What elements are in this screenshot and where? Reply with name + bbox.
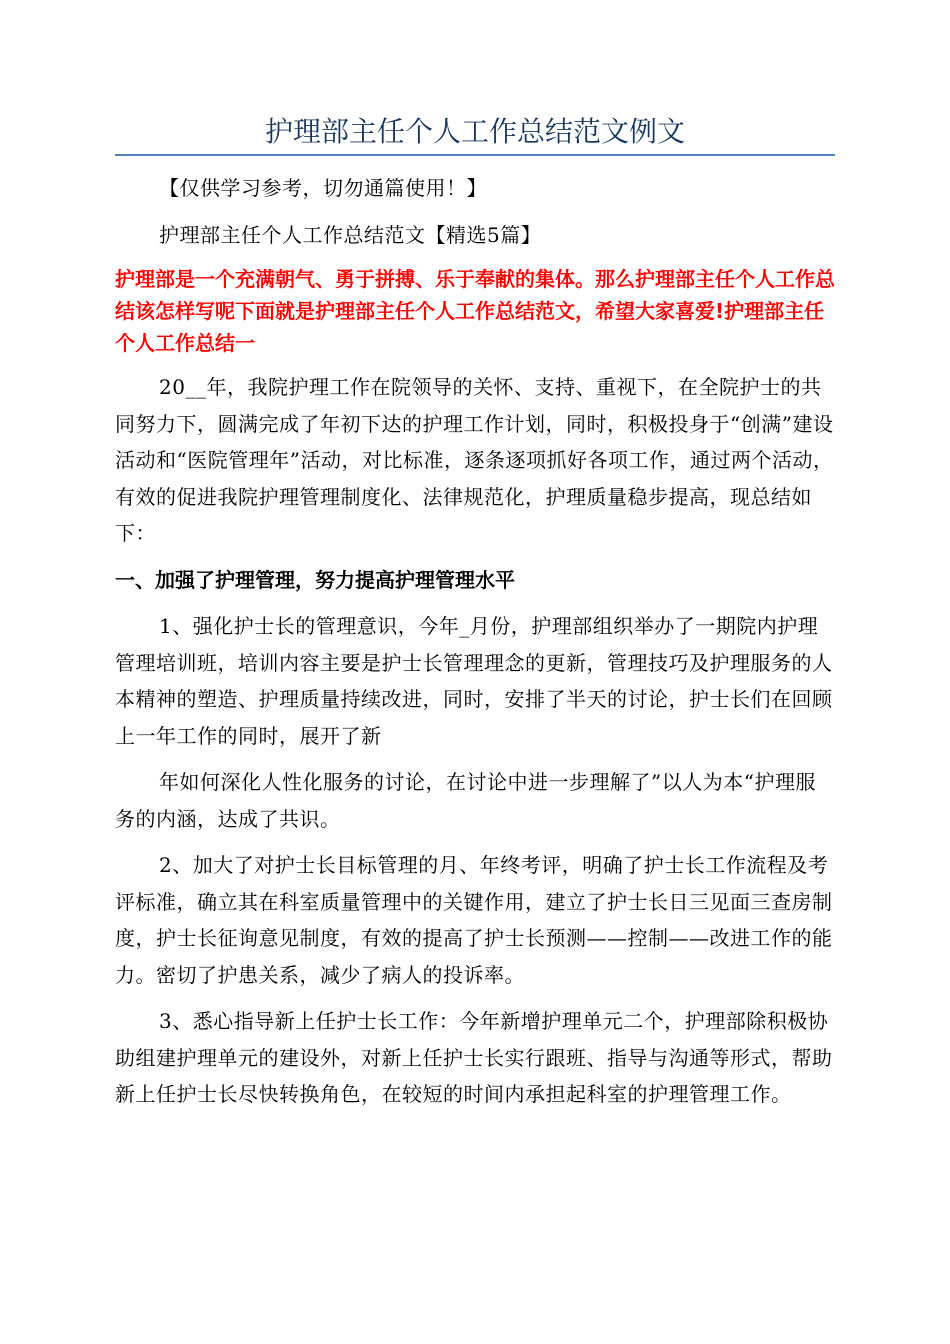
intro-paragraph: 20__年，我院护理工作在院领导的关怀、支持、重视下，在全院护士的共同努力下，圆满完成了年初下达的护理工作计划，同时，积极投身于“创满”建设活动和“医院管理年”活动，对比标准，逐条逐项抓好各项工作，通过两个活动，有效的促进我院护理管理制度化、法律规范化，护理质量稳步提高，现总结如下： bbox=[115, 375, 834, 545]
list-item-1-continued: 年如何深化人性化服务的讨论，在讨论中进一步理解了”以人为本“护理服务的内涵，达成了共识。 bbox=[115, 770, 816, 831]
document-body bbox=[115, 170, 835, 1123]
list-item-1: 1、强化护士长的管理意识，今年_月份，护理部组织举办了一期院内护理管理培训班，培训内容主要是护士长管理理念的更新，管理技巧及护理服务的人本精神的塑造、护理质量持续改进，同时，安排了半天的讨论，护士长们在回顾上一年工作的同时，展开了新 bbox=[115, 614, 833, 748]
document-subtitle: 护理部主任个人工作总结范文【精选5篇】 bbox=[159, 222, 542, 247]
list-item-2: 2、加大了对护士长目标管理的月、年终考评，明确了护士长工作流程及考评标准，确立其在科室质量管理中的关键作用，建立了护士长日三见面三查房制度，护士长征询意见制度，有效的提高了护士长预测——控制——改进工作的能力。密切了护患关系，减少了病人的投诉率。 bbox=[115, 853, 833, 987]
document-title: 护理部主任个人工作总结范文例文 bbox=[264, 115, 685, 148]
list-item-3: 3、悉心指导新上任护士长工作：今年新增护理单元二个，护理部除积极协助组建护理单元的建设外，对新上任护士长实行跟班、指导与沟通等形式，帮助新上任护士长尽快转换角色，在较短的时间内承担起科室的护理管理工作。 bbox=[115, 1009, 833, 1106]
lead-paragraph: 护理部是一个充满朝气、勇于拼搏、乐于奉献的集体。那么护理部主任个人工作总结该怎样写呢下面就是护理部主任个人工作总结范文，希望大家喜爱!护理部主任个人工作总结一 bbox=[115, 267, 835, 355]
usage-notice: 【仅供学习参考，切勿通篇使用！】 bbox=[159, 176, 487, 200]
section-heading: 一、加强了护理管理，努力提高护理管理水平 bbox=[115, 567, 515, 592]
title-underline bbox=[115, 154, 835, 156]
